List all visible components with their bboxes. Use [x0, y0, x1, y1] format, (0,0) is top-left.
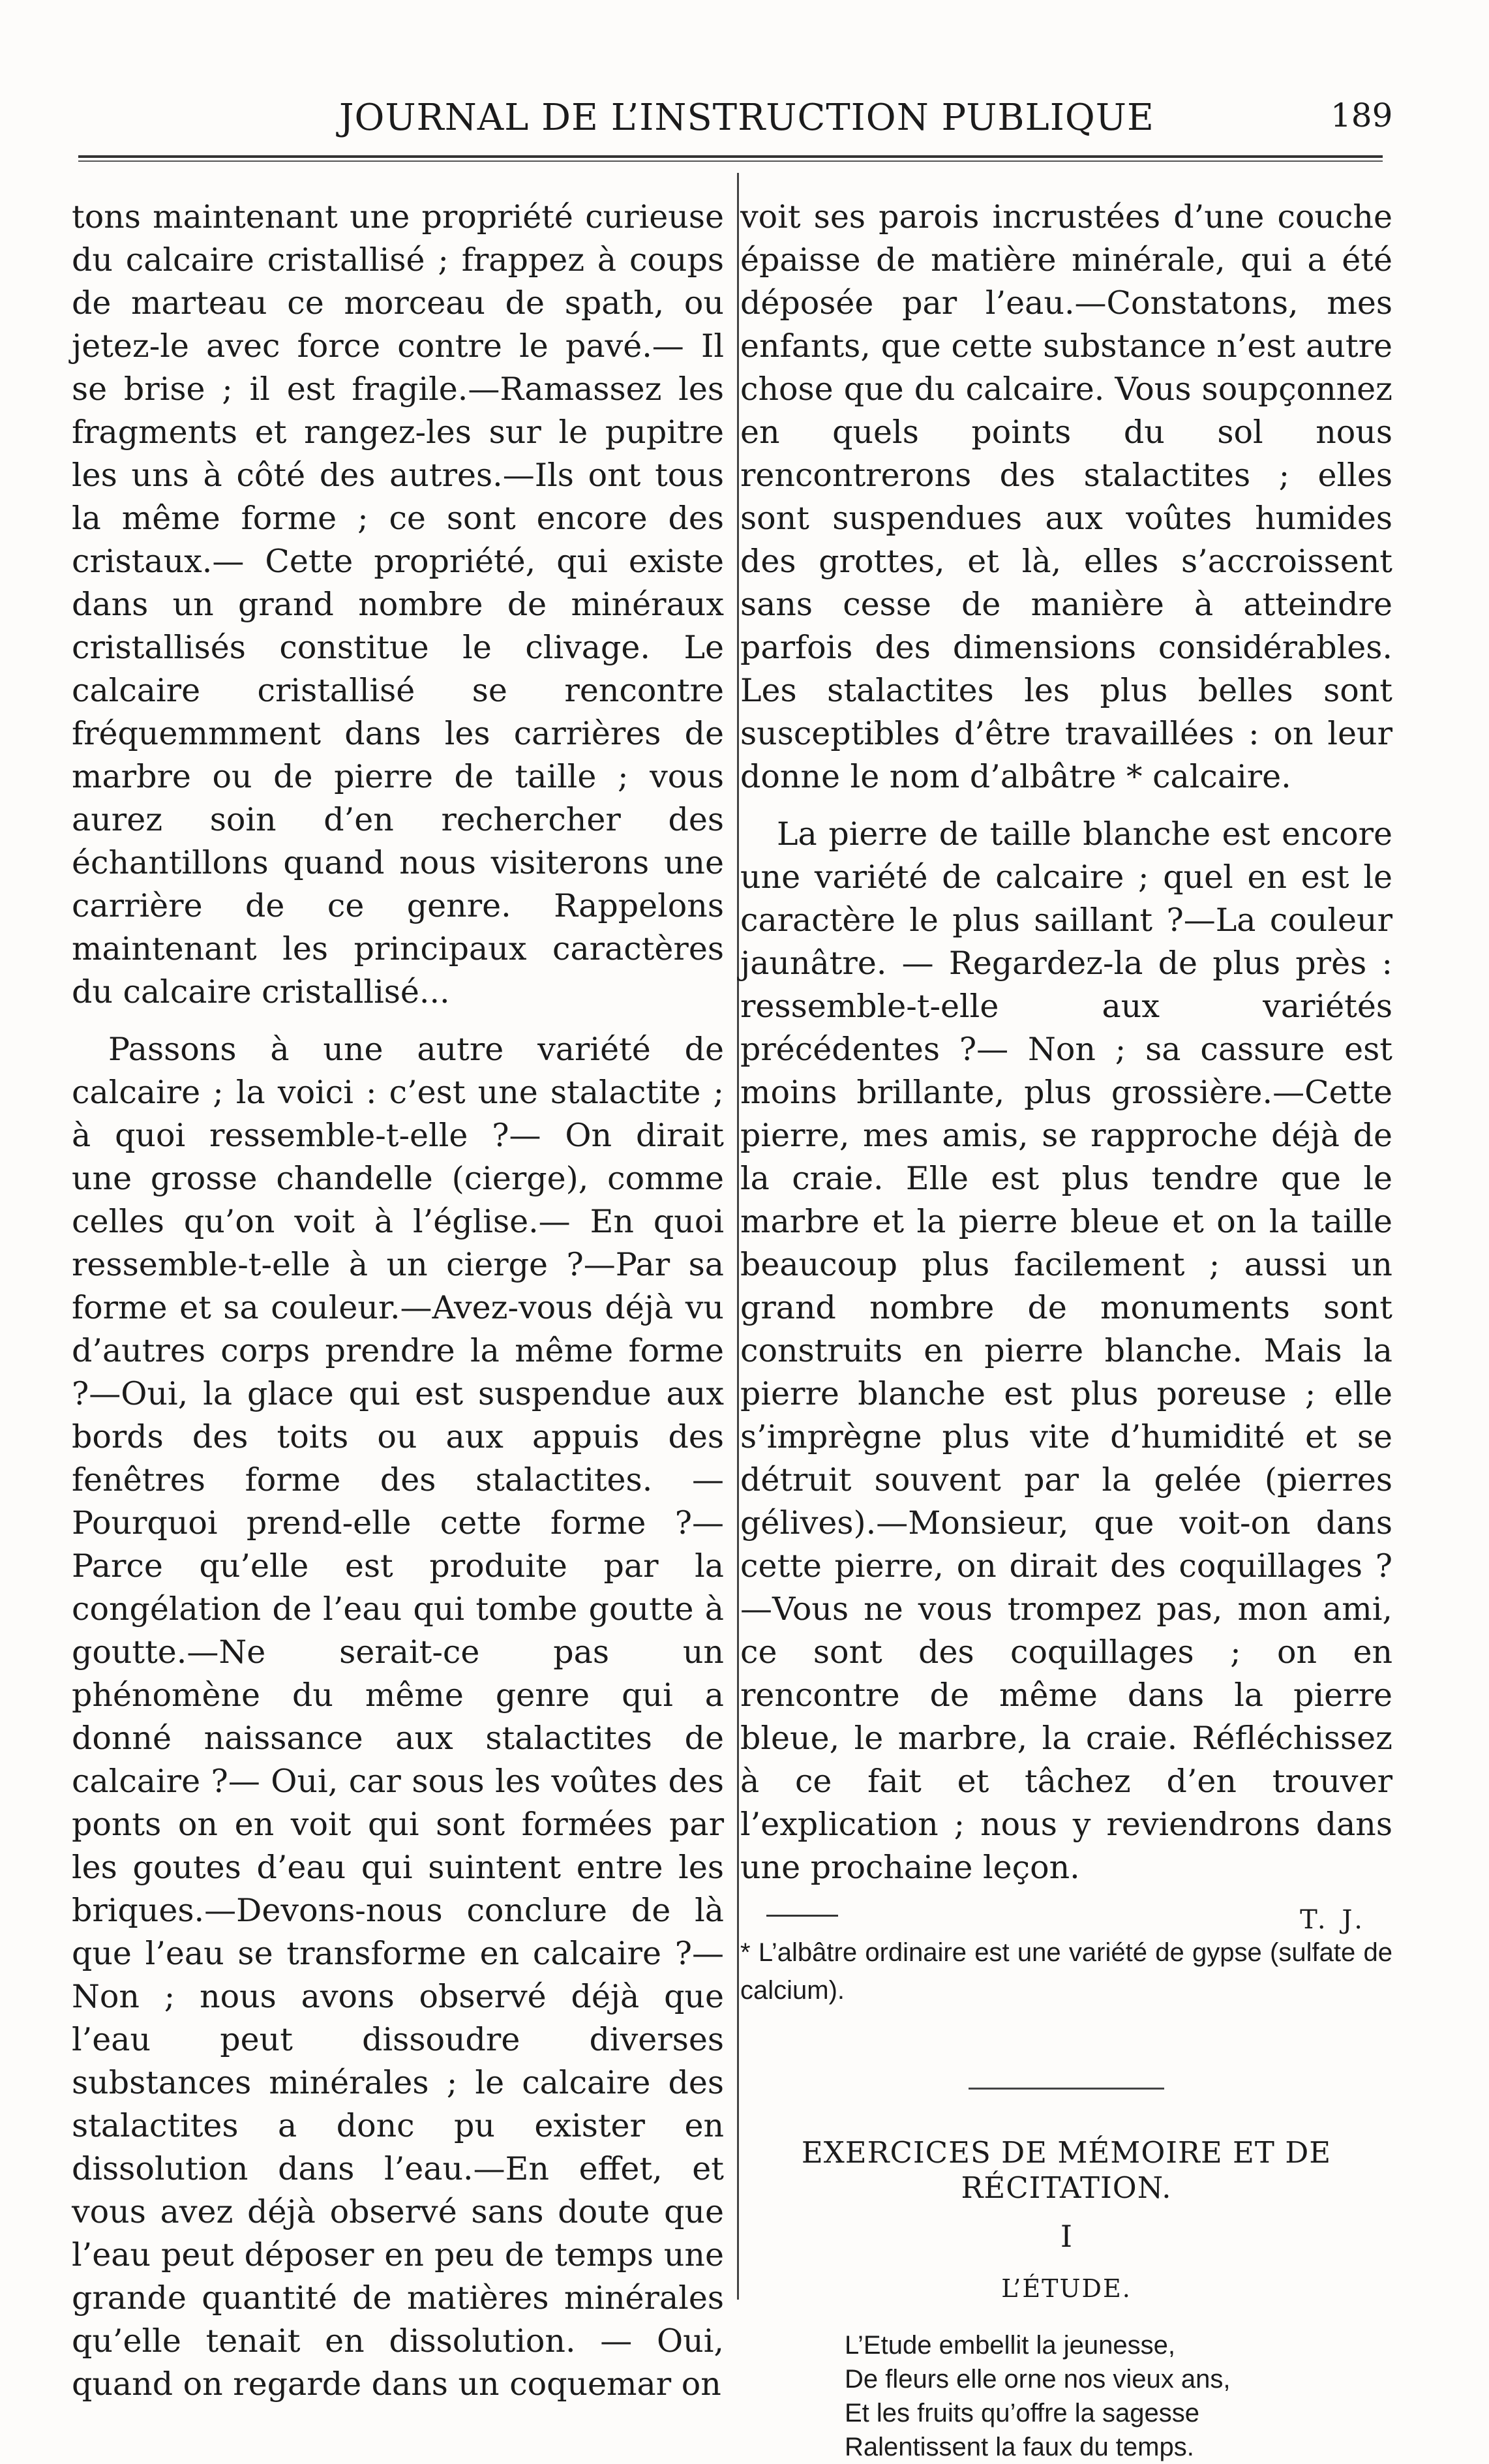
column-divider [737, 173, 739, 2300]
footnote: * L’albâtre ordinaire est une variété de gypse (sulfate de calcium). [740, 1938, 1392, 2005]
left-column [72, 196, 724, 2406]
right-paragraph-1: voit ses parois incrustées d’une couche épaisse de matière minérale, qui a été déposée par l’eau.—Constatons, mes enfants, que cette substance n’est autre chose que du calcaire. Vous soupçonnez en quels points du sol nous rencontrerons des stalactites ; elles sont suspendues aux voûtes humides des grottes, et là, elles s’accroissent sans cesse de manière à atteindre parfois des dimensions considérables. Les stalactites les plus belles sont susceptibles d’être travaillées : on leur donne le nom d’albâtre * calcaire. [740, 198, 1392, 795]
poem [845, 2328, 1392, 2464]
poem-line: L’Etude embellit la jeunesse, [845, 2331, 1175, 2360]
poem-title: L’ÉTUDE. [1001, 2274, 1132, 2303]
author-signature: T. J. [1300, 1905, 1366, 1935]
poem-line: De fleurs elle orne nos vieux ans, [845, 2365, 1231, 2394]
poem-line: Ralentissent la faux du temps. [845, 2433, 1194, 2461]
footnote-rule [766, 1915, 838, 1917]
header-double-rule [78, 155, 1383, 162]
page-header [0, 97, 1489, 155]
paragraph-gap [740, 799, 1392, 813]
section-title: EXERCICES DE MÉMOIRE ET DE RÉCITATION. [801, 2135, 1332, 2205]
page-number: 189 [1331, 97, 1393, 134]
poem-line: Et les fruits qu’offre la sagesse [845, 2399, 1199, 2427]
paragraph-gap [72, 1014, 724, 1028]
left-paragraph-1: tons maintenant une propriété curieuse du calcaire cristallisé ; frappez à coups de marteau ce morceau de spath, ou jetez-le avec force contre le pavé.— Il se brise ; il est fragile.—Ramassez les fragments et rangez-les sur le pupitre les uns à côté des autres.—Ils ont tous la même forme ; ce sont encore des cristaux.— Cette propriété, qui existe dans un grand nombre de minéraux cristallisés constitue le clivage. Le calcaire cristallisé se rencontre fréquemmment dans les carrières de marbre ou de pierre de taille ; vous aurez soin d’en rechercher des échantillons quand nous visiterons une carrière de ce genre. Rappelons maintenant les principaux caractères du calcaire cristallisé... [72, 198, 724, 1011]
section-number: I [1060, 2219, 1073, 2254]
right-paragraph-2: La pierre de taille blanche est encore une variété de calcaire ; quel en est le caractère le plus saillant ?—La couleur jaunâtre. — Regardez-la de plus près : ressemble-t-elle aux variétés précédentes ?— Non ; sa cassure est moins brillante, plus grossière.—Cette pierre, mes amis, se rapproche déjà de la craie. Elle est plus tendre que le marbre et la pierre bleue et on la taille beaucoup plus facilement ; aussi un grand nombre de monuments sont construits en pierre blanche. Mais la pierre blanche est plus poreuse ; elle s’imprègne plus vite d’humidité et se détruit souvent par la gelée (pierres gélives).—Monsieur, que voit-on dans cette pierre, on dirait des coquillages ?—Vous ne vous trompez pas, mon ami, ce sont des coquillages ; on en rencontre de même dans la pierre bleue, le marbre, la craie. Réfléchissez à ce fait et tâchez d’en trouver l’explication ; nous y reviendrons dans une prochaine leçon. [740, 815, 1392, 1886]
running-title: JOURNAL DE L’INSTRUCTION PUBLIQUE [339, 97, 1154, 139]
right-column [740, 196, 1392, 2464]
left-paragraph-2: Passons à une autre variété de calcaire ; la voici : c’est une stalactite ; à quoi ressemble-t-elle ?— On dirait une grosse chandelle (cierge), comme celles qu’on voit à l’église.— En quoi ressemble-t-elle à un cierge ?—Par sa forme et sa couleur.—Avez-vous déjà vu d’autres corps prendre la même forme ?—Oui, la glace qui est suspendue aux bords des toits ou aux appuis des fenêtres forme des stalactites. — Pourquoi prend-elle cette forme ?—Parce qu’elle est produite par la congélation de l’eau qui tombe goutte à goutte.—Ne serait-ce pas un phénomène du même genre qui a donné naissance aux stalactites de calcaire ?— Oui, car sous les voûtes des ponts on en voit qui sont formées par les goutes d’eau qui suintent entre les briques.—Devons-nous conclure de là que l’eau se transforme en calcaire ?— Non ; nous avons observé déjà que l’eau peut dissoudre diverses substances minérales ; le calcaire des stalactites a donc pu exister en dissolution dans l’eau.—En effet, et vous avez déjà observé sans doute que l’eau peut déposer en peu de temps une grande quantité de matières minérales qu’elle tenait en dissolution. — Oui, quand on regarde dans un coquemar on [72, 1031, 724, 2403]
section-separator [969, 2088, 1164, 2090]
signature-row [740, 1898, 1392, 1934]
